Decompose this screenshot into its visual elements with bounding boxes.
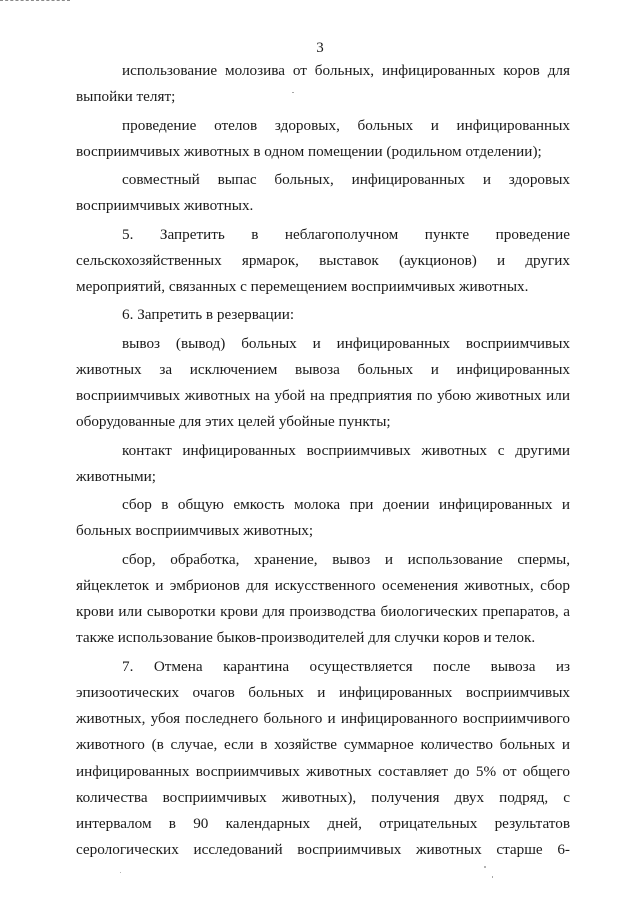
text-line: яйцеклеток и эмбрионов для искусственного осеменения животных, сбор	[76, 576, 570, 594]
text-line: восприимчивых животных.	[76, 197, 254, 215]
text-line: восприимчивых животных в одном помещении (родильном отделении);	[76, 142, 542, 160]
scan-edge-mark	[0, 0, 70, 3]
text-line: выпойки телят;	[76, 88, 176, 106]
text-line: животных, убоя последнего больного и инфицированного восприимчивого	[76, 710, 570, 727]
text-line: 7. Отмена карантина осуществляется после вывоза из	[122, 657, 570, 675]
text-line: мероприятий, связанных с перемещением восприимчивых животных.	[76, 278, 529, 295]
scan-speck	[492, 876, 493, 878]
document-body	[76, 58, 570, 864]
scan-speck	[484, 866, 486, 868]
text-line: животного (в случае, если в хозяйстве суммарное количество больных и	[76, 736, 570, 754]
text-line: также использование быков-производителей для случки коров и телок.	[76, 629, 536, 647]
text-line: животными;	[76, 467, 157, 485]
text-line: животных за исключением вывоза больных и инфицированных	[76, 360, 570, 378]
text-line: оборудованные для этих целей убойные пункты;	[76, 413, 391, 431]
text-line: серологических исследований восприимчивых животных старше 6-	[76, 841, 570, 859]
text-line: сбор, обработка, хранение, вывоз и использование спермы,	[122, 550, 570, 568]
text-line: крови или сыворотки крови для производства биологических препаратов, а	[76, 603, 570, 620]
scan-speck	[292, 92, 294, 93]
text-line: контакт инфицированных восприимчивых животных с другими	[122, 441, 570, 459]
scan-speck	[120, 872, 121, 873]
text-line: проведение отелов здоровых, больных и инфицированных	[122, 116, 570, 134]
text-line: 6. Запретить в резервации:	[122, 306, 295, 324]
text-line: совместный выпас больных, инфицированных и здоровых	[122, 171, 570, 188]
text-line: восприимчивых животных на убой на предприятия по убою животных или	[76, 387, 570, 404]
text-line: использование молозива от больных, инфицированных коров для	[122, 62, 570, 79]
text-line: 5. Запретить в неблагополучном пункте проведение	[122, 225, 570, 243]
text-line: сбор в общую емкость молока при доении инфицированных и	[122, 496, 570, 513]
text-line: больных восприимчивых животных;	[76, 522, 314, 540]
text-line: инфицированных восприимчивых животных составляет до 5% от общего	[76, 762, 570, 780]
text-line: интервалом в 90 календарных дней, отрицательных результатов	[76, 815, 570, 832]
text-line: количества восприимчивых животных), получения двух подряд, с	[76, 788, 570, 806]
text-line: вывоз (вывод) больных и инфицированных восприимчивых	[122, 334, 570, 352]
page-number: 3	[316, 40, 324, 56]
text-line: эпизоотических очагов больных и инфицированных восприимчивых	[76, 683, 570, 701]
text-line: сельскохозяйственных ярмарок, выставок (аукционов) и других	[76, 251, 570, 269]
